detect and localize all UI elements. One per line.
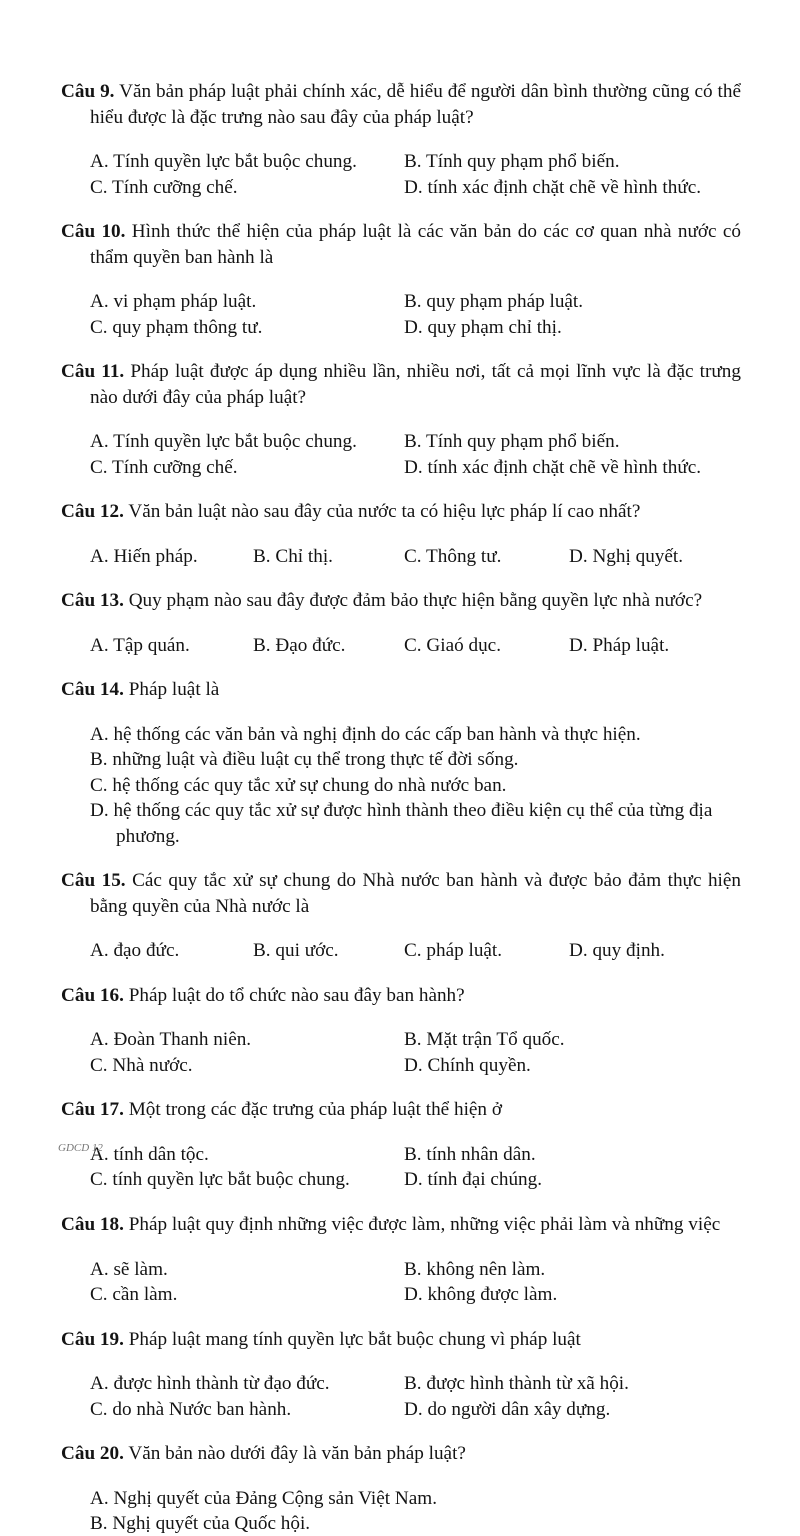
answer-option: B. quy phạm pháp luật. — [404, 291, 584, 313]
question-block — [61, 868, 741, 963]
question-block — [61, 359, 741, 480]
answer-option: D. tính xác định chặt chẽ về hình thức. — [404, 456, 702, 478]
answer-options — [61, 1027, 741, 1078]
question-number: Câu 18. — [61, 1213, 124, 1235]
question-stem — [61, 499, 741, 524]
answer-options — [61, 1486, 741, 1536]
answer-option: C. tính quyền lực bắt buộc chung. — [90, 1169, 350, 1191]
question-text: Hình thức thể hiện của pháp luật là các văn bản do các cơ quan nhà nước có thẩm quyền ban hành là — [90, 221, 741, 268]
answer-option: D. Nghị quyết. — [569, 545, 684, 567]
answer-options — [61, 1371, 741, 1422]
answer-option: D. Pháp luật. — [569, 634, 670, 656]
answer-option: A. vi phạm pháp luật. — [90, 291, 257, 313]
answer-row — [61, 1282, 741, 1307]
question-block — [61, 1441, 741, 1536]
answer-option: D. do người dân xây dựng. — [404, 1398, 611, 1420]
answer-option: A. được hình thành từ đạo đức. — [90, 1373, 330, 1395]
question-text: Pháp luật mang tính quyền lực bắt buộc chung vì pháp luật — [123, 1328, 581, 1350]
question-text: Văn bản pháp luật phải chính xác, dễ hiểu để người dân bình thường cũng có thể hiểu được là đặc trưng nào sau đây của pháp luật? — [90, 81, 742, 128]
question-text: Pháp luật được áp dụng nhiều lần, nhiều nơi, tất cả mọi lĩnh vực là đặc trưng nào dưới đây của pháp luật? — [90, 361, 741, 408]
answer-option: D. hệ thống các quy tắc xử sự được hình thành theo điều kiện cụ thể của từng địa phương. — [90, 800, 713, 847]
answer-options — [61, 1142, 741, 1193]
question-stem — [61, 359, 741, 410]
answer-option: B. Đạo đức. — [253, 634, 346, 656]
question-stem — [61, 677, 741, 702]
answer-options — [61, 1257, 741, 1308]
answer-row — [61, 938, 741, 963]
answer-row — [61, 175, 741, 200]
answer-option: B. những luật và điều luật cụ thể trong thực tế đời sống. — [90, 749, 519, 771]
answer-option: B. không nên làm. — [404, 1258, 546, 1280]
answer-options — [61, 429, 741, 480]
question-text: Pháp luật là — [123, 679, 220, 701]
question-stem — [61, 1212, 741, 1237]
question-block — [61, 499, 741, 569]
answer-option: C. Nhà nước. — [90, 1054, 193, 1076]
question-stem — [61, 983, 741, 1008]
answer-option: A. Tập quán. — [90, 634, 190, 656]
answer-option: D. tính đại chúng. — [404, 1169, 543, 1191]
question-block — [61, 983, 741, 1078]
answer-row — [61, 1397, 741, 1422]
question-block — [61, 1097, 741, 1192]
question-number: Câu 17. — [61, 1099, 124, 1121]
answer-row — [61, 315, 741, 340]
answer-option: B. tính nhân dân. — [404, 1143, 536, 1165]
question-number: Câu 14. — [61, 679, 124, 701]
answer-row — [61, 1257, 741, 1282]
question-number: Câu 16. — [61, 984, 124, 1006]
question-number: Câu 11. — [61, 361, 125, 383]
question-block — [61, 219, 741, 340]
question-number: Câu 20. — [61, 1443, 124, 1465]
answer-option: A. đạo đức. — [90, 940, 180, 962]
question-stem — [61, 588, 741, 613]
question-stem — [61, 1097, 741, 1122]
answer-option: C. Tính cưỡng chế. — [90, 456, 238, 478]
question-block — [61, 588, 741, 658]
answer-option: B. Mặt trận Tổ quốc. — [404, 1029, 565, 1051]
answer-option: A. Đoàn Thanh niên. — [90, 1029, 252, 1051]
question-stem — [61, 79, 741, 130]
answer-option: C. Giaó dục. — [404, 634, 501, 656]
answer-options — [61, 633, 741, 658]
answer-option: D. quy phạm chỉ thị. — [404, 316, 562, 338]
question-block — [61, 677, 741, 849]
answer-row — [61, 289, 741, 314]
answer-options — [61, 289, 741, 340]
answer-option: A. Hiến pháp. — [90, 545, 198, 567]
answer-option: B. được hình thành từ xã hội. — [404, 1373, 629, 1395]
answer-option: A. tính dân tộc. — [90, 1143, 209, 1165]
answer-row — [61, 429, 741, 454]
question-number: Câu 13. — [61, 590, 124, 612]
answer-option: D. tính xác định chặt chẽ về hình thức. — [404, 176, 702, 198]
answer-option: D. không được làm. — [404, 1283, 558, 1305]
answer-option: B. Chỉ thị. — [253, 545, 333, 567]
question-number: Câu 9. — [61, 81, 115, 103]
question-number: Câu 12. — [61, 501, 124, 523]
answer-row — [61, 1142, 741, 1167]
question-text: Pháp luật quy định những việc được làm, những việc phải làm và những việc — [123, 1213, 721, 1235]
question-text: Một trong các đặc trưng của pháp luật thể hiện ở — [123, 1099, 502, 1121]
question-block — [61, 1212, 741, 1307]
question-text: Văn bản luật nào sau đây của nước ta có hiệu lực pháp lí cao nhất? — [123, 501, 641, 523]
answer-option: B. Tính quy phạm phổ biến. — [404, 431, 620, 453]
question-number: Câu 10. — [61, 221, 126, 243]
question-text: Các quy tắc xử sự chung do Nhà nước ban hành và được bảo đảm thực hiện bằng quyền của Nhà nước là — [90, 870, 741, 917]
page-footer: GDCD 12 — [58, 1142, 103, 1154]
answer-option: C. cần làm. — [90, 1283, 178, 1305]
answer-option: A. Tính quyền lực bắt buộc chung. — [90, 151, 357, 173]
question-block — [61, 79, 741, 200]
answer-options — [61, 722, 741, 849]
question-stem — [61, 868, 741, 919]
question-text: Văn bản nào dưới đây là văn bản pháp luật? — [123, 1443, 466, 1465]
question-text: Quy phạm nào sau đây được đảm bảo thực hiện bằng quyền lực nhà nước? — [123, 590, 703, 612]
answer-option: C. do nhà Nước ban hành. — [90, 1398, 292, 1420]
answer-option: A. Nghị quyết của Đảng Cộng sản Việt Nam. — [90, 1487, 438, 1509]
question-list — [61, 60, 741, 1536]
answer-option: C. pháp luật. — [404, 940, 503, 962]
answer-option: C. hệ thống các quy tắc xử sự chung do nhà nước ban. — [90, 774, 507, 796]
answer-option: A. Tính quyền lực bắt buộc chung. — [90, 431, 357, 453]
answer-row — [61, 1027, 741, 1052]
answer-row — [61, 455, 741, 480]
question-stem — [61, 219, 741, 270]
answer-option: C. Thông tư. — [404, 545, 502, 567]
answer-row — [61, 1053, 741, 1078]
answer-option: B. qui ước. — [253, 940, 339, 962]
question-stem — [61, 1327, 741, 1352]
answer-option: D. Chính quyền. — [404, 1054, 531, 1076]
answer-options — [61, 149, 741, 200]
answer-option: C. Tính cưỡng chế. — [90, 176, 238, 198]
answer-row — [61, 1167, 741, 1192]
answer-row — [61, 633, 741, 658]
answer-row — [61, 149, 741, 174]
question-number: Câu 15. — [61, 870, 126, 892]
answer-option: A. hệ thống các văn bản và nghị định do các cấp ban hành và thực hiện. — [90, 724, 641, 746]
answer-option: D. quy định. — [569, 940, 665, 962]
answer-options — [61, 544, 741, 569]
answer-row — [61, 544, 741, 569]
question-text: Pháp luật do tổ chức nào sau đây ban hành? — [123, 984, 465, 1006]
question-stem — [61, 1441, 741, 1466]
answer-option: B. Nghị quyết của Quốc hội. — [90, 1513, 311, 1535]
answer-row — [61, 1371, 741, 1396]
question-block — [61, 1327, 741, 1422]
answer-option: A. sẽ làm. — [90, 1258, 168, 1280]
answer-option: C. quy phạm thông tư. — [90, 316, 263, 338]
answer-option: B. Tính quy phạm phổ biến. — [404, 151, 620, 173]
question-number: Câu 19. — [61, 1328, 124, 1350]
answer-options — [61, 938, 741, 963]
